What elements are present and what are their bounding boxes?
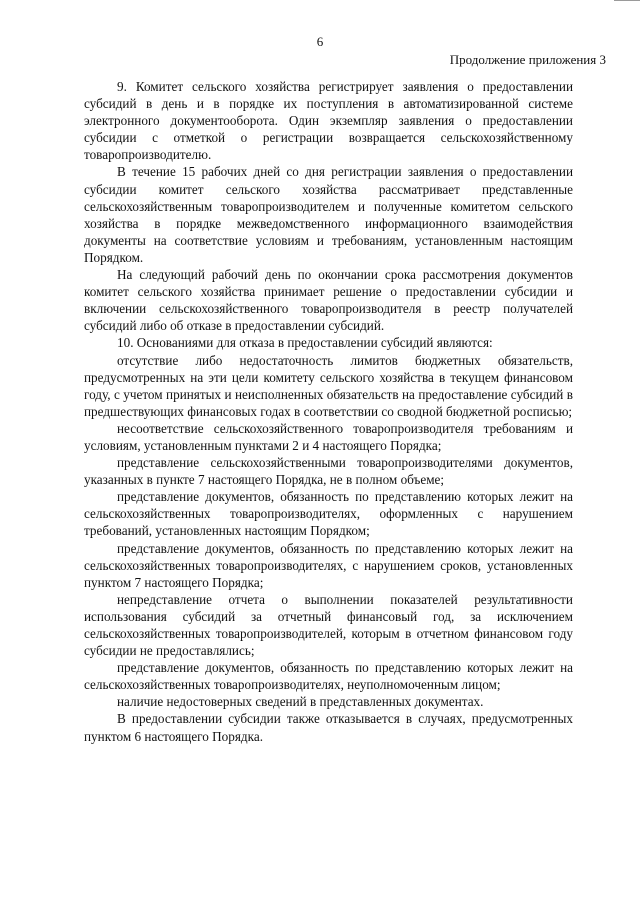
paragraph-refusal-other-cases: В предоставлении субсидии также отказывается в случаях, предусмотренных пунктом 6 настоящего Порядка. bbox=[84, 711, 573, 744]
paragraph-refusal-ground-false-info: наличие недостоверных сведений в представленных документах. bbox=[117, 694, 484, 710]
body-text bbox=[84, 78, 573, 745]
paragraph-refusal-grounds-intro: 10. Основаниями для отказа в предоставлении субсидий являются: bbox=[117, 335, 493, 351]
paragraph-refusal-ground-unauthorized: представление документов, обязанность по представлению которых лежит на сельскохозяйственных товаропроизводителях, неуполномоченным лицом; bbox=[84, 660, 573, 693]
paragraph-refusal-ground-nonconformity: несоответствие сельскохозяйственного товаропроизводителя требованиям и условиям, установленным пунктами 2 и 4 настоящего Порядка; bbox=[84, 420, 573, 453]
corner-mark bbox=[614, 0, 640, 4]
paragraph-refusal-ground-deadlines: представление документов, обязанность по представлению которых лежит на сельскохозяйственных товаропроизводителях, с нарушением сроков, установленных пунктом 7 настоящего Порядка; bbox=[84, 540, 573, 590]
appendix-continuation-note: Продолжение приложения 3 bbox=[449, 52, 606, 67]
paragraph-review-period: В течение 15 рабочих дней со дня регистрации заявления о предоставлении субсидии комитет сельского хозяйства рассматривает представленные сельскохозяйственным товаропроизводителем и полученные комитетом сельского хозяйства в порядке межведомственного информационного взаимодействия документы на соответствие условиям и требованиям, установленным настоящим Порядком. bbox=[84, 164, 573, 265]
paragraph-decision: На следующий рабочий день по окончании срока рассмотрения документов комитет сельского хозяйства принимает решение о предоставлении субсидии и включении сельскохозяйственного товаропроизводителя в реестр получателей субсидий либо об отказе в предоставлении субсидий. bbox=[84, 267, 573, 334]
paragraph-refusal-ground-incomplete: представление сельскохозяйственными товаропроизводителями документов, указанных в пункте 7 настоящего Порядка, не в полном объеме; bbox=[84, 455, 573, 488]
paragraph-refusal-ground-violations: представление документов, обязанность по представлению которых лежит на сельскохозяйственных товаропроизводителях, оформленных с нарушением требований, установленных настоящим Порядком; bbox=[84, 489, 573, 539]
paragraph-registration: 9. Комитет сельского хозяйства регистрирует заявления о предоставлении субсидий в день и в порядке их поступления в автоматизированной системе электронного документооборота. Один экземпляр заявления о предоставлении субсидии с отметкой о регистрации возвращается сельскохозяйственному товаропроизводителю. bbox=[84, 79, 573, 163]
paragraph-refusal-ground-limits: отсутствие либо недостаточность лимитов бюджетных обязательств, предусмотренных на эти цели комитету сельского хозяйства в текущем финансовом году, с учетом принятых и неисполненных обязательств на предоставление субсидий в предшествующих финансовых годах в соответствии со сводной бюджетной росписью; bbox=[84, 352, 573, 419]
page-number: 6 bbox=[316, 34, 324, 49]
paragraph-refusal-ground-no-report: непредставление отчета о выполнении показателей результативности использования субсидий за отчетный финансовый год, за исключением сельскохозяйственных товаропроизводителей, которым в отчетном финансовом году субсидии не предоставлялись; bbox=[84, 591, 573, 659]
